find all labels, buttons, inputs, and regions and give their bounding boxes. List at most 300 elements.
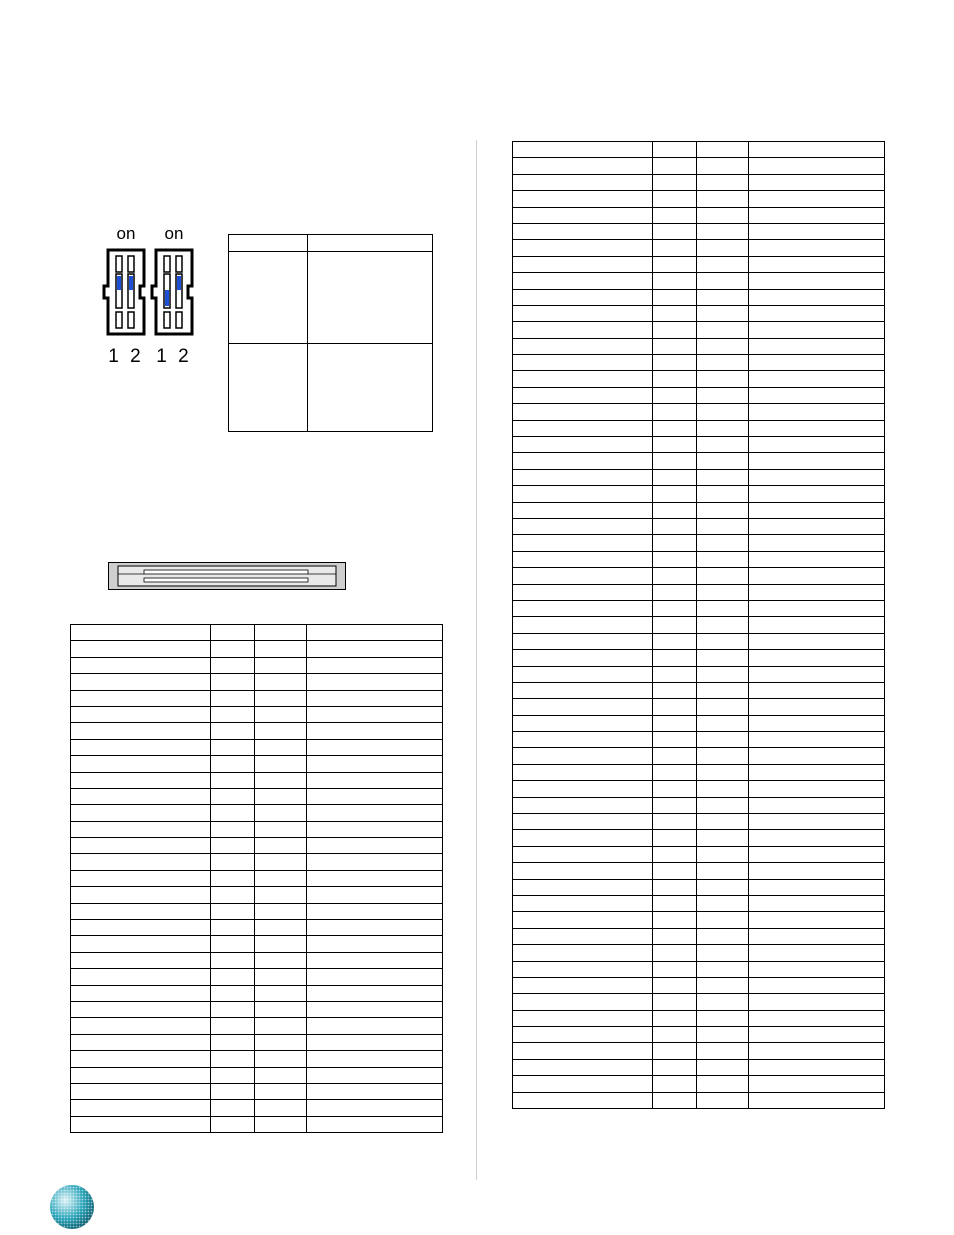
table-cell [513, 699, 653, 715]
table-row [513, 322, 885, 338]
table-cell [749, 502, 885, 518]
table-row [513, 1043, 885, 1059]
table-row [513, 781, 885, 797]
table-cell [749, 240, 885, 256]
table-cell [211, 920, 255, 936]
table-cell [211, 657, 255, 673]
table-cell [71, 723, 211, 739]
table-cell [211, 985, 255, 1001]
table-cell [749, 928, 885, 944]
table-row [513, 1059, 885, 1075]
table-cell [71, 772, 211, 788]
table-cell [71, 805, 211, 821]
table-row [513, 174, 885, 190]
table-cell [697, 142, 749, 158]
table-cell [513, 437, 653, 453]
table-cell [697, 748, 749, 764]
table-cell [697, 387, 749, 403]
table-cell [697, 486, 749, 502]
table-cell [513, 240, 653, 256]
table-cell [255, 969, 307, 985]
table-cell [307, 903, 443, 919]
table-cell [697, 322, 749, 338]
dip-switch-1 [102, 224, 150, 367]
table-cell [749, 912, 885, 928]
table-cell [749, 617, 885, 633]
table-cell [211, 854, 255, 870]
table-cell [653, 912, 697, 928]
table-cell [653, 469, 697, 485]
table-cell [697, 879, 749, 895]
table-cell [697, 568, 749, 584]
table-cell [71, 1100, 211, 1116]
table-cell [71, 1051, 211, 1067]
table-cell [513, 535, 653, 551]
table-cell [211, 903, 255, 919]
table-row [513, 699, 885, 715]
table-cell [307, 1116, 443, 1132]
table-cell [749, 404, 885, 420]
table-cell [255, 723, 307, 739]
table-cell [653, 502, 697, 518]
table-row [513, 486, 885, 502]
table-row [513, 273, 885, 289]
table-cell [653, 600, 697, 616]
table-row [71, 1018, 443, 1034]
table-cell [513, 486, 653, 502]
table-cell [255, 1083, 307, 1099]
table-cell [653, 240, 697, 256]
table-row [71, 690, 443, 706]
table-cell [653, 682, 697, 698]
table-cell [211, 1001, 255, 1017]
table-row [71, 1116, 443, 1132]
table-cell [211, 756, 255, 772]
table-row [229, 344, 433, 432]
table-row [513, 977, 885, 993]
table-row [71, 739, 443, 755]
table-cell [749, 895, 885, 911]
table-cell [697, 338, 749, 354]
table-cell [211, 1067, 255, 1083]
table-cell [653, 584, 697, 600]
table-cell [697, 502, 749, 518]
table-cell [211, 838, 255, 854]
table-cell [697, 420, 749, 436]
table-row [513, 568, 885, 584]
table-cell [697, 846, 749, 862]
table-cell [749, 732, 885, 748]
table-cell [211, 690, 255, 706]
table-cell [653, 404, 697, 420]
table-cell [749, 486, 885, 502]
dip-switch-pin-label: 1 2 [108, 346, 144, 367]
table-cell [255, 936, 307, 952]
table-cell [749, 797, 885, 813]
table-cell [513, 584, 653, 600]
table-cell [749, 371, 885, 387]
dip-switch-pin-label: 1 2 [156, 346, 192, 367]
table-cell [211, 788, 255, 804]
table-row [513, 1010, 885, 1026]
table-row [513, 895, 885, 911]
table-cell [255, 641, 307, 657]
table-cell [653, 322, 697, 338]
table-cell [71, 641, 211, 657]
table-cell [697, 682, 749, 698]
table-cell [749, 322, 885, 338]
table-cell [749, 879, 885, 895]
table-cell [255, 952, 307, 968]
table-cell [513, 1043, 653, 1059]
table-cell [653, 764, 697, 780]
table-row [71, 1034, 443, 1050]
table-row [513, 223, 885, 239]
table-cell [513, 633, 653, 649]
table-cell [653, 977, 697, 993]
table-cell [255, 706, 307, 722]
table-row [513, 928, 885, 944]
table-cell [255, 1051, 307, 1067]
table-cell [653, 518, 697, 534]
company-logo-icon [48, 1183, 96, 1231]
table-row [513, 879, 885, 895]
table-cell [513, 1076, 653, 1092]
table-cell [255, 674, 307, 690]
table-cell [653, 437, 697, 453]
table-cell [513, 469, 653, 485]
table-cell [307, 772, 443, 788]
table-row [513, 305, 885, 321]
table-cell [697, 584, 749, 600]
table-cell [697, 551, 749, 567]
table-cell [697, 240, 749, 256]
table-cell [749, 1092, 885, 1108]
table-cell [513, 256, 653, 272]
table-cell [653, 535, 697, 551]
table-cell [513, 568, 653, 584]
table-cell [307, 936, 443, 952]
table-cell [697, 1010, 749, 1026]
table-cell [749, 764, 885, 780]
table-cell [749, 420, 885, 436]
table-cell [307, 985, 443, 1001]
table-cell [211, 641, 255, 657]
table-cell [307, 887, 443, 903]
table-cell [697, 814, 749, 830]
table-row [71, 772, 443, 788]
table-row [513, 1076, 885, 1092]
table-cell [653, 273, 697, 289]
table-cell [513, 715, 653, 731]
table-cell [255, 1018, 307, 1034]
table-cell [697, 518, 749, 534]
table-cell [513, 748, 653, 764]
table-cell [653, 1092, 697, 1108]
table-row [513, 338, 885, 354]
table-cell [211, 969, 255, 985]
table-cell [749, 1043, 885, 1059]
table-cell [513, 895, 653, 911]
table-cell [71, 952, 211, 968]
table-row [71, 1051, 443, 1067]
table-cell [697, 453, 749, 469]
table-cell [749, 338, 885, 354]
table-cell [513, 223, 653, 239]
table-cell [255, 854, 307, 870]
table-cell [255, 788, 307, 804]
table-cell [749, 387, 885, 403]
table-cell [697, 715, 749, 731]
table-cell [697, 945, 749, 961]
table-cell [749, 223, 885, 239]
table-cell [697, 305, 749, 321]
table-cell [71, 854, 211, 870]
table-cell [749, 1059, 885, 1075]
table-cell [513, 158, 653, 174]
table-cell [697, 977, 749, 993]
table-cell [697, 781, 749, 797]
table-cell [255, 821, 307, 837]
table-cell [513, 1059, 653, 1075]
switch-setting-table [228, 234, 433, 432]
table-cell [749, 699, 885, 715]
table-cell [749, 1010, 885, 1026]
table-row [513, 945, 885, 961]
table-cell [697, 355, 749, 371]
table-cell [697, 895, 749, 911]
table-cell [697, 732, 749, 748]
table-cell [71, 838, 211, 854]
table-cell [71, 739, 211, 755]
table-row [513, 518, 885, 534]
table-row [513, 633, 885, 649]
table-row [229, 235, 433, 252]
table-row [513, 830, 885, 846]
table-cell [653, 551, 697, 567]
table-cell [513, 322, 653, 338]
table-cell [653, 830, 697, 846]
table-row [71, 1083, 443, 1099]
table-cell [513, 404, 653, 420]
table-cell [513, 289, 653, 305]
table-row [513, 240, 885, 256]
table-cell [653, 781, 697, 797]
table-cell [513, 142, 653, 158]
table-cell [653, 371, 697, 387]
table-cell [255, 1001, 307, 1017]
table-row [71, 625, 443, 641]
table-row [513, 732, 885, 748]
table-cell [697, 207, 749, 223]
dip-switch-2 [150, 224, 198, 367]
table-row [229, 252, 433, 344]
table-cell [653, 895, 697, 911]
table-cell [513, 846, 653, 862]
table-cell [307, 1018, 443, 1034]
right-pin-table [512, 141, 885, 1109]
table-row [513, 289, 885, 305]
table-cell [697, 912, 749, 928]
table-row [513, 912, 885, 928]
table-cell [307, 739, 443, 755]
table-cell [697, 797, 749, 813]
table-cell [255, 903, 307, 919]
table-cell [71, 706, 211, 722]
table-row [513, 600, 885, 616]
table-cell [513, 994, 653, 1010]
table-row [513, 387, 885, 403]
table-cell [255, 1067, 307, 1083]
table-row [513, 961, 885, 977]
table-cell [307, 1100, 443, 1116]
table-row [71, 805, 443, 821]
table-row [513, 355, 885, 371]
table-cell [749, 945, 885, 961]
table-cell [653, 338, 697, 354]
table-row [513, 715, 885, 731]
table-cell [513, 1027, 653, 1043]
table-cell [653, 994, 697, 1010]
table-cell [307, 1083, 443, 1099]
table-cell [71, 1116, 211, 1132]
table-cell [71, 1001, 211, 1017]
table-cell [307, 657, 443, 673]
table-cell [653, 846, 697, 862]
table-row [71, 903, 443, 919]
table-cell [307, 870, 443, 886]
table-cell [653, 453, 697, 469]
table-row [513, 764, 885, 780]
table-row [71, 854, 443, 870]
table-row [513, 420, 885, 436]
table-cell [749, 977, 885, 993]
table-cell [697, 764, 749, 780]
table-row [71, 887, 443, 903]
table-cell [749, 600, 885, 616]
table-cell [749, 1076, 885, 1092]
table-cell [653, 879, 697, 895]
table-cell [653, 814, 697, 830]
table-cell [513, 617, 653, 633]
table-row [513, 617, 885, 633]
table-cell [513, 551, 653, 567]
table-cell [697, 650, 749, 666]
table-cell [71, 756, 211, 772]
table-cell [307, 788, 443, 804]
table-cell [653, 568, 697, 584]
table-row [513, 469, 885, 485]
table-cell [653, 289, 697, 305]
table-cell [211, 870, 255, 886]
table-cell [653, 928, 697, 944]
table-row [71, 723, 443, 739]
table-cell [697, 1027, 749, 1043]
table-cell [255, 739, 307, 755]
table-cell [255, 756, 307, 772]
table-cell [653, 142, 697, 158]
table-cell [513, 600, 653, 616]
table-cell [513, 338, 653, 354]
table-cell [307, 805, 443, 821]
dip-switch-2-body [150, 246, 198, 338]
table-cell [653, 715, 697, 731]
table-cell [513, 518, 653, 534]
table-cell [749, 568, 885, 584]
table-cell [211, 1083, 255, 1099]
table-cell [697, 1043, 749, 1059]
table-cell [749, 273, 885, 289]
table-cell [653, 666, 697, 682]
table-cell [749, 142, 885, 158]
table-cell [211, 821, 255, 837]
table-cell [697, 256, 749, 272]
table-cell [513, 305, 653, 321]
table-cell [697, 535, 749, 551]
table-row [71, 821, 443, 837]
table-cell [513, 764, 653, 780]
table-cell [697, 469, 749, 485]
table-cell [513, 273, 653, 289]
dip-switch-1-body [102, 246, 150, 338]
table-row [513, 1092, 885, 1108]
table-cell [697, 830, 749, 846]
table-cell [513, 879, 653, 895]
table-row [513, 682, 885, 698]
table-cell [211, 1034, 255, 1050]
left-pin-table [70, 624, 443, 1133]
table-row [513, 207, 885, 223]
table-cell [749, 994, 885, 1010]
table-cell [255, 870, 307, 886]
table-cell [211, 936, 255, 952]
table-cell [211, 739, 255, 755]
table-cell [697, 617, 749, 633]
table-row [71, 674, 443, 690]
table-row [513, 748, 885, 764]
table-cell [513, 977, 653, 993]
table-row [513, 437, 885, 453]
table-cell [653, 174, 697, 190]
table-cell [749, 748, 885, 764]
table-cell [653, 633, 697, 649]
table-cell [71, 903, 211, 919]
table-cell [749, 650, 885, 666]
table-cell [71, 625, 211, 641]
table-cell [307, 1034, 443, 1050]
table-cell [749, 830, 885, 846]
table-cell [749, 846, 885, 862]
table-cell [255, 625, 307, 641]
table-cell [307, 723, 443, 739]
table-row [71, 870, 443, 886]
table-cell [71, 1018, 211, 1034]
table-row [513, 650, 885, 666]
table-cell [307, 674, 443, 690]
table-cell [697, 371, 749, 387]
table-cell [749, 305, 885, 321]
table-row [513, 994, 885, 1010]
table-cell [749, 289, 885, 305]
table-cell [211, 772, 255, 788]
table-cell [211, 723, 255, 739]
table-cell [211, 1051, 255, 1067]
table-cell [653, 158, 697, 174]
table-cell [211, 1018, 255, 1034]
table-cell [513, 814, 653, 830]
table-cell [653, 797, 697, 813]
table-cell [653, 748, 697, 764]
